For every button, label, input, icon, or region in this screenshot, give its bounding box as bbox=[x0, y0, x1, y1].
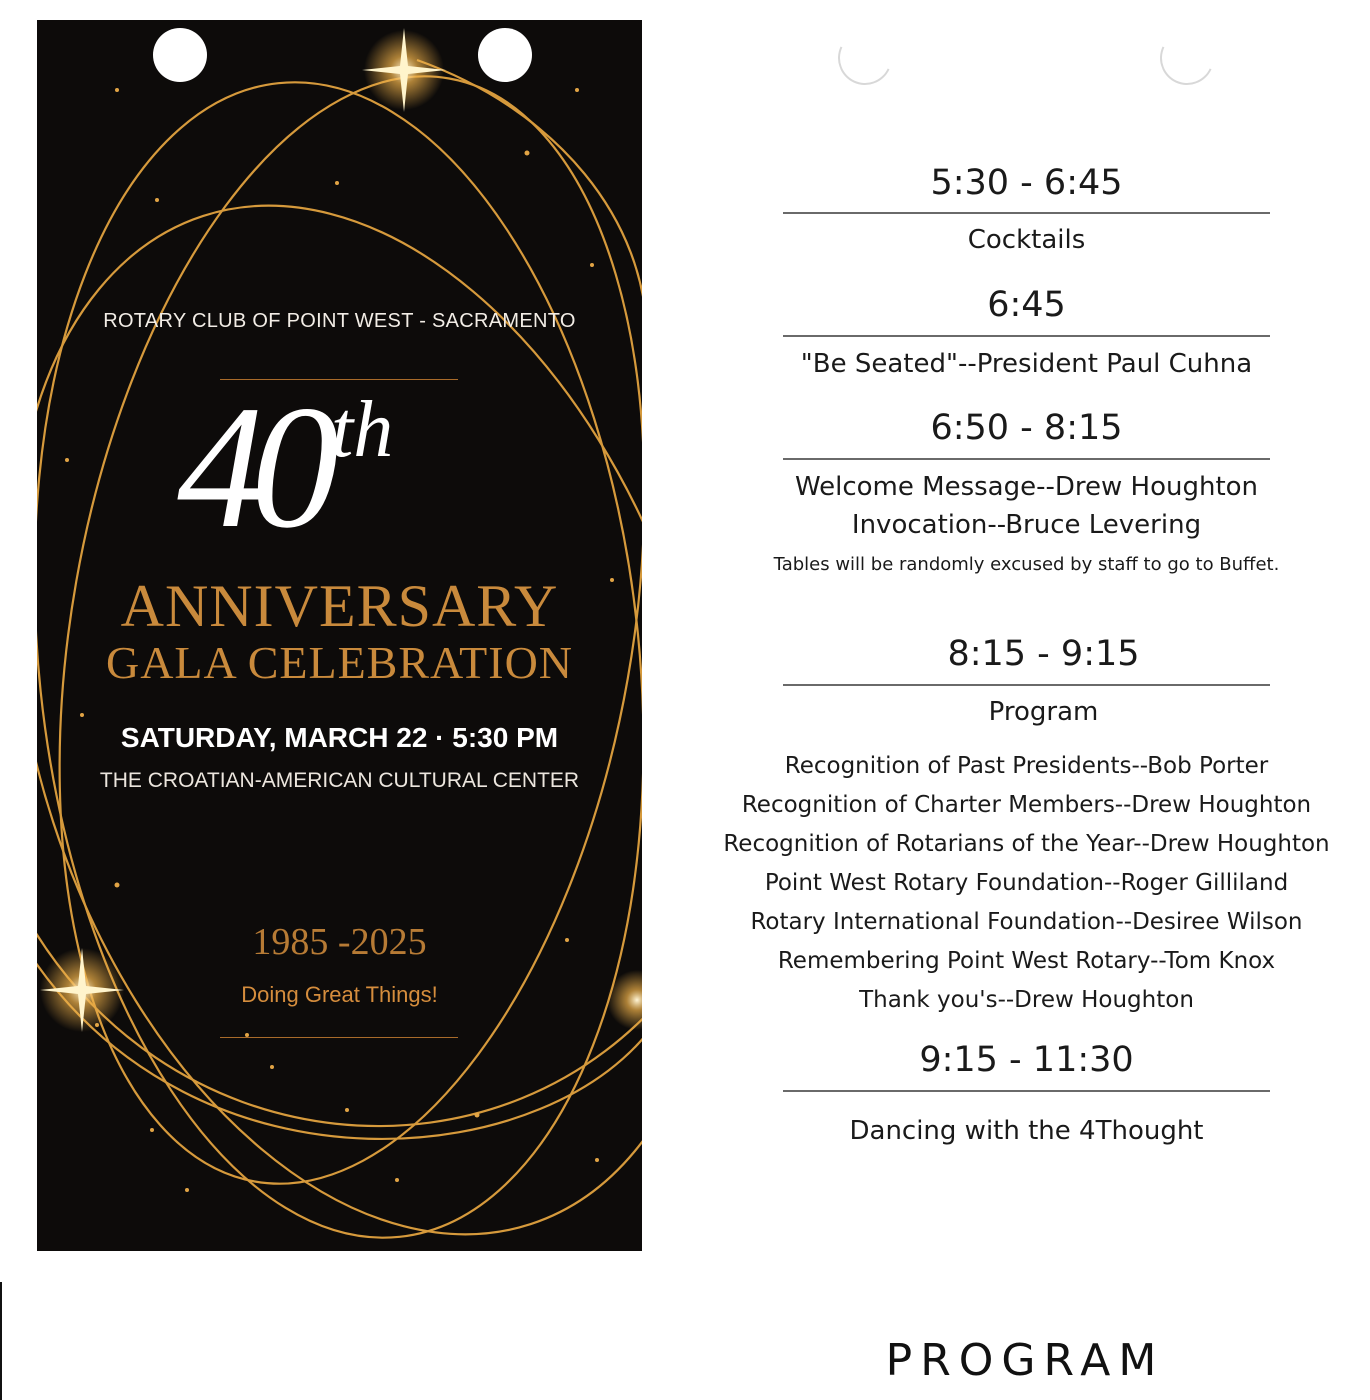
time-rule bbox=[783, 458, 1270, 460]
punch-hole-left bbox=[153, 28, 207, 82]
time-rule bbox=[783, 684, 1270, 686]
event-venue: THE CROATIAN-AMERICAN CULTURAL CENTER bbox=[99, 769, 580, 792]
program-item: Recognition of Past Presidents--Bob Porter bbox=[784, 753, 1269, 779]
time-slot: 9:15 - 11:30 bbox=[919, 1040, 1134, 1080]
time-slot: 8:15 - 9:15 bbox=[947, 634, 1140, 674]
anniversary-ordinal: th bbox=[331, 386, 394, 474]
time-slot: 6:50 - 8:15 bbox=[930, 408, 1123, 448]
program-title: PROGRAM bbox=[885, 1335, 1165, 1386]
program-item: Point West Rotary Foundation--Roger Gilliland bbox=[764, 870, 1289, 896]
headline-anniversary: ANNIVERSARY bbox=[120, 573, 559, 639]
invitation-card bbox=[37, 20, 642, 1251]
program-item: Recognition of Rotarians of the Year--Drew Houghton bbox=[723, 831, 1330, 857]
activity-line: Invocation--Bruce Levering bbox=[851, 510, 1202, 540]
punch-hole-mark-left bbox=[830, 23, 899, 92]
time-slot: 5:30 - 6:45 bbox=[930, 163, 1123, 203]
activity: "Be Seated"--President Paul Cuhna bbox=[800, 349, 1253, 379]
tagline: Doing Great Things! bbox=[241, 982, 438, 1007]
program-item: Rotary International Foundation--Desiree Wilson bbox=[750, 909, 1303, 935]
time-slot: 6:45 bbox=[987, 285, 1066, 325]
page-edge-mark bbox=[0, 1282, 2, 1400]
divider-bottom bbox=[220, 1037, 458, 1038]
program-item: Recognition of Charter Members--Drew Houghton bbox=[741, 792, 1312, 818]
activity: Cocktails bbox=[967, 225, 1086, 255]
activity-line: Welcome Message--Drew Houghton bbox=[794, 472, 1259, 502]
punch-hole-mark-right bbox=[1152, 23, 1221, 92]
time-rule bbox=[783, 335, 1270, 337]
activity: Program bbox=[988, 697, 1099, 727]
program-item: Remembering Point West Rotary--Tom Knox bbox=[777, 948, 1276, 974]
anniversary-number bbox=[177, 370, 517, 565]
club-name: ROTARY CLUB OF POINT WEST - SACRAMENTO bbox=[103, 310, 576, 332]
time-rule bbox=[783, 212, 1270, 214]
punch-hole-right bbox=[478, 28, 532, 82]
time-rule bbox=[783, 1090, 1270, 1092]
anniversary-number-digits: 40 bbox=[177, 370, 325, 565]
activity: Dancing with the 4Thought bbox=[849, 1116, 1204, 1146]
year-range: 1985 -2025 bbox=[252, 921, 427, 963]
program-item: Thank you's--Drew Houghton bbox=[859, 987, 1194, 1013]
event-date-time: SATURDAY, MARCH 22 · 5:30 PM bbox=[120, 722, 559, 753]
headline-gala: GALA CELEBRATION bbox=[105, 637, 574, 688]
buffet-note: Tables will be randomly excused by staff to go to Buffet. bbox=[773, 554, 1280, 575]
